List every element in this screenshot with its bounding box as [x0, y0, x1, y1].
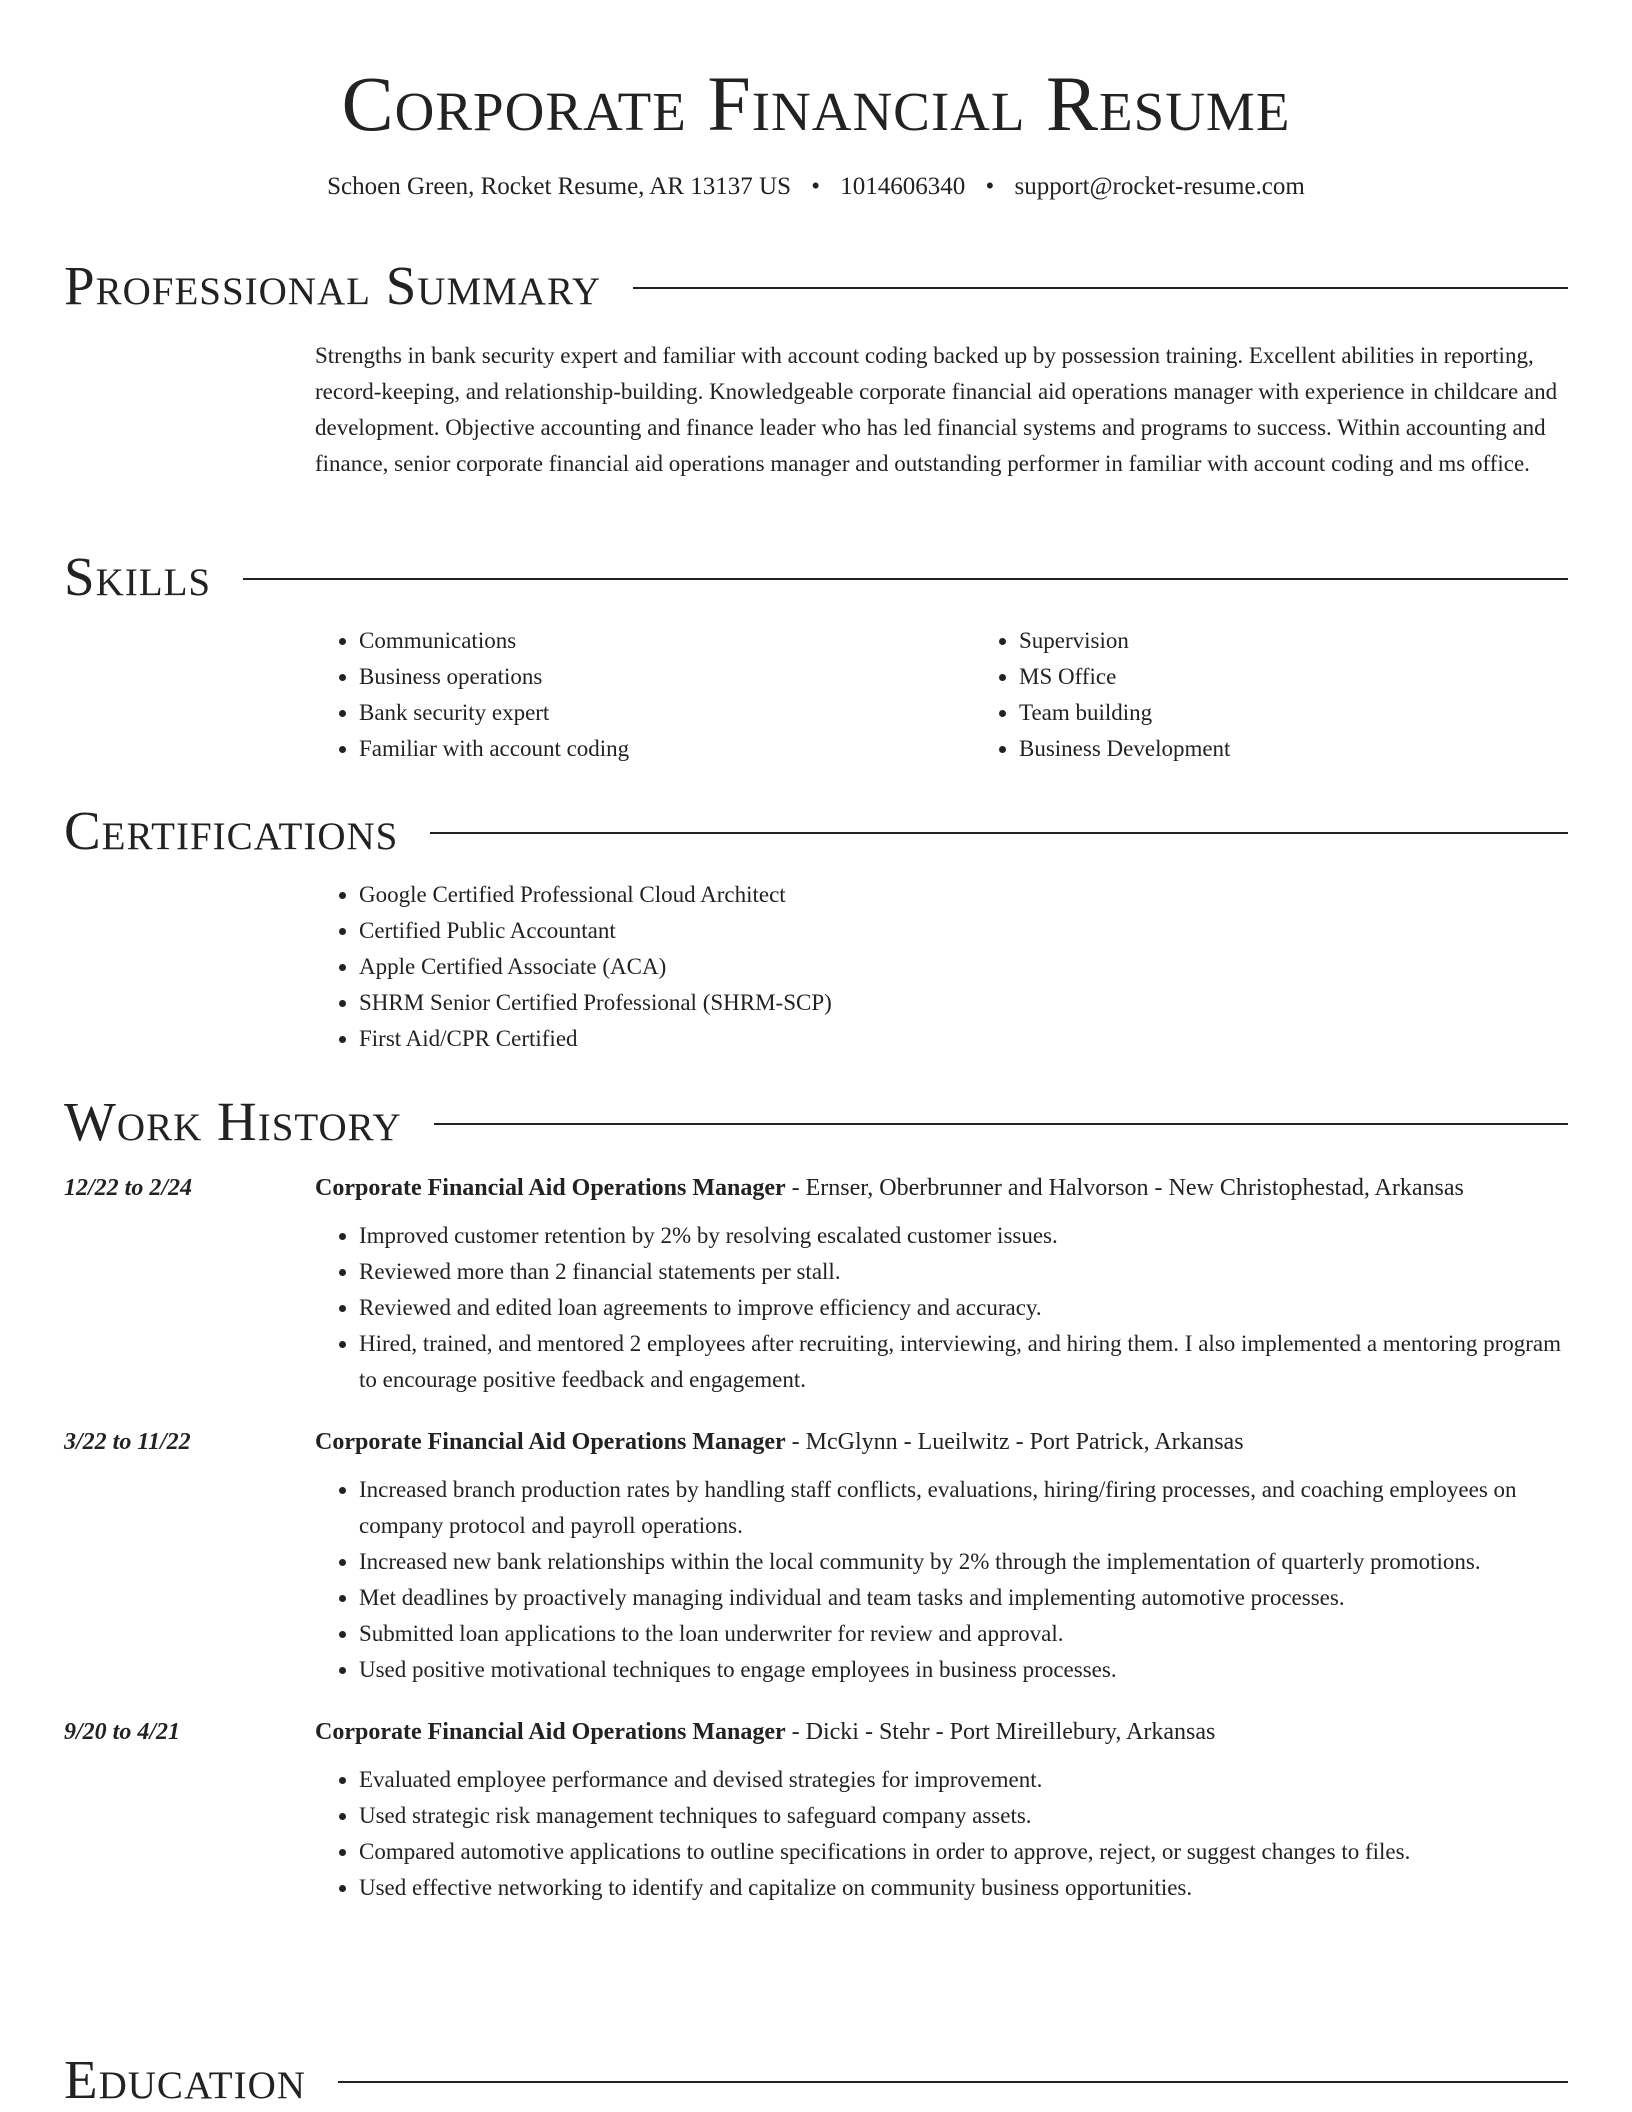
job-employer: - Ernser, Oberbrunner and Halvorson - New Christophestad, Arkansas: [785, 1175, 1464, 1201]
skill-item: • Bank security expert: [359, 695, 975, 731]
section-certifications: [64, 799, 1568, 1057]
job-bullet: • Compared automotive applications to outline specifications in order to approve, reject, or suggest changes to files.: [359, 1834, 1568, 1870]
skill-item: • Supervision: [1019, 623, 1632, 659]
section-header: [64, 1090, 1568, 1154]
certification-item: • Apple Certified Associate (ACA): [359, 949, 1568, 985]
job-entry: [64, 1422, 1568, 1688]
certification-item: • Google Certified Professional Cloud Architect: [359, 877, 1568, 913]
job-bullet: • Met deadlines by proactively managing individual and team tasks and implementing automotive processes.: [359, 1580, 1568, 1616]
skill-item: • Communications: [359, 623, 975, 659]
skill-item: • Business Development: [1019, 731, 1632, 767]
certification-item: • Certified Public Accountant: [359, 913, 1568, 949]
section-divider: [243, 578, 1568, 580]
section-title: Certifications: [64, 800, 399, 861]
job-bullets: [315, 1218, 1568, 1398]
section-skills: [64, 545, 1568, 767]
certifications-list: [315, 877, 1568, 1057]
section-header: [64, 254, 1568, 318]
contact-email: support@rocket-resume.com: [1014, 173, 1305, 200]
job-entry: [64, 1712, 1568, 1906]
job-bullet: • Increased new bank relationships within the local community by 2% through the implementation of quarterly promotions.: [359, 1544, 1568, 1580]
resume-title: Corporate Financial Resume: [341, 60, 1291, 147]
contact-phone: 1014606340: [840, 173, 966, 200]
job-bullet: • Used effective networking to identify and capitalize on community business opportunities.: [359, 1870, 1568, 1906]
skills-list-right: [975, 623, 1632, 767]
job-dates: 9/20 to 4/21: [64, 1719, 181, 1745]
job-header: [315, 1712, 1568, 1752]
section-divider: [434, 1123, 1568, 1125]
job-bullet: • Reviewed and edited loan agreements to improve efficiency and accuracy.: [359, 1290, 1568, 1326]
skill-item: • Business operations: [359, 659, 975, 695]
summary-text: Strengths in bank security expert and familiar with account coding backed up by possession training. Excellent abilities in reporting, record-keeping, and relationship-building. Knowledgeable corporate financial aid operations manager with experience in childcare and development. Objective accounting and finance leader who has led financial systems and programs to success. Within accounting and finance, senior corporate financial aid operations manager and outstanding performer in familiar with account coding and ms office.: [315, 343, 1558, 476]
job-bullets: [315, 1762, 1568, 1906]
job-bullets: [315, 1472, 1568, 1688]
job-bullet: • Used strategic risk management techniques to safeguard company assets.: [359, 1798, 1568, 1834]
job-header: [315, 1168, 1568, 1208]
job-header: [315, 1422, 1568, 1462]
contact-separator: •: [811, 173, 821, 200]
contact-address: Schoen Green, Rocket Resume, AR 13137 US: [327, 173, 791, 200]
section-title: Education: [64, 2049, 306, 2110]
resume-page: [64, 0, 1568, 2110]
section-education: [64, 2048, 1568, 2112]
job-employer: - Dicki - Stehr - Port Mireillebury, Arkansas: [785, 1719, 1216, 1745]
job-employer: - McGlynn - Lueilwitz - Port Patrick, Arkansas: [785, 1429, 1244, 1455]
section-header: [64, 545, 1568, 609]
job-bullet: • Increased branch production rates by handling staff conflicts, evaluations, hiring/firing processes, and coaching employees on company protocol and payroll operations.: [359, 1472, 1568, 1544]
section-header: [64, 799, 1568, 863]
job-bullet: • Used positive motivational techniques to engage employees in business processes.: [359, 1652, 1568, 1688]
job-bullet: • Evaluated employee performance and devised strategies for improvement.: [359, 1762, 1568, 1798]
job-bullet: • Reviewed more than 2 financial statements per stall.: [359, 1254, 1568, 1290]
section-divider: [430, 832, 1568, 834]
skill-item: • Team building: [1019, 695, 1632, 731]
section-work-history: [64, 1090, 1568, 1906]
job-role: Corporate Financial Aid Operations Manager: [315, 1429, 786, 1455]
job-role: Corporate Financial Aid Operations Manager: [315, 1719, 786, 1745]
section-divider: [338, 2081, 1568, 2083]
contact-line: [64, 172, 1568, 202]
skills-columns: [315, 623, 1568, 767]
certification-item: • First Aid/CPR Certified: [359, 1021, 1568, 1057]
certification-item: • SHRM Senior Certified Professional (SHRM-SCP): [359, 985, 1568, 1021]
contact-separator: •: [985, 173, 995, 200]
skill-item: • Familiar with account coding: [359, 731, 975, 767]
section-title: Professional Summary: [64, 255, 602, 316]
job-dates: 12/22 to 2/24: [64, 1175, 193, 1201]
job-role: Corporate Financial Aid Operations Manager: [315, 1175, 786, 1201]
skill-item: • MS Office: [1019, 659, 1632, 695]
section-title: Work History: [64, 1091, 402, 1152]
job-bullet: • Improved customer retention by 2% by resolving escalated customer issues.: [359, 1218, 1568, 1254]
section-title: Skills: [64, 546, 212, 607]
job-entry: [64, 1168, 1568, 1398]
section-divider: [633, 287, 1568, 289]
section-header: [64, 2048, 1568, 2112]
skills-list-left: [315, 623, 975, 767]
job-bullet: • Submitted loan applications to the loan underwriter for review and approval.: [359, 1616, 1568, 1652]
job-dates: 3/22 to 11/22: [64, 1429, 191, 1455]
job-bullet: • Hired, trained, and mentored 2 employees after recruiting, interviewing, and hiring them. I also implemented a mentoring program to encourage positive feedback and engagement.: [359, 1326, 1568, 1398]
section-professional-summary: [64, 254, 1568, 482]
